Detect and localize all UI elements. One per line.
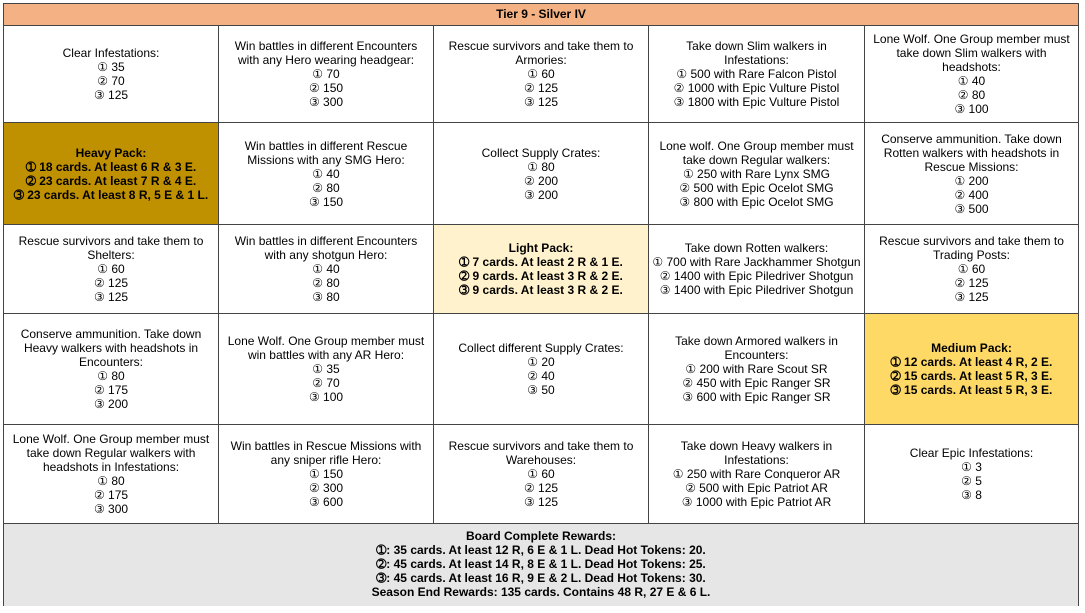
reward-tier-3: ➂ 23 cards. At least 8 R, 5 E & 1 L. <box>13 187 209 202</box>
challenge-task: Rescue survivors and take them to Shelters: <box>18 234 204 262</box>
reward-tier-1: ① 20 <box>527 355 555 369</box>
challenge-cell-r1c1 <box>4 26 219 123</box>
reward-tier-2: ② 70 <box>97 74 125 88</box>
challenge-cell-r1c5 <box>865 26 1078 123</box>
challenge-task: Take down Slim walkers in Infestations: <box>686 39 827 67</box>
challenge-cell-r2c5 <box>865 123 1078 225</box>
challenge-task: Lone wolf. One Group member must take down Regular walkers: <box>659 138 854 167</box>
reward-tier-1: ① 500 with Rare Falcon Pistol <box>676 67 837 81</box>
reward-tier-1: ① 60 <box>527 67 555 81</box>
light-pack-cell <box>434 225 649 314</box>
challenge-cell-r2c3 <box>434 123 649 225</box>
heavy-pack-cell <box>4 123 219 225</box>
reward-tier-3: ③ 125 <box>954 290 989 304</box>
reward-tier-1: ① 200 with Rare Scout SR <box>685 362 828 376</box>
reward-tier-2: ② 125 <box>93 276 129 290</box>
reward-tier-3: ③ 80 <box>312 290 340 304</box>
challenge-cell-r4c1 <box>4 314 219 425</box>
reward-tier-3: ③ 100 <box>308 390 344 404</box>
challenge-cell-r5c3 <box>434 425 649 524</box>
reward-tier-3: ③ 600 <box>308 495 344 509</box>
challenge-task: Rescue survivors and take them to Armories: <box>448 39 634 67</box>
challenge-task: Take down Heavy walkers in Infestations: <box>680 439 833 467</box>
challenge-cell-r3c2 <box>219 225 434 314</box>
reward-tier-2: ② 125 <box>523 81 559 95</box>
challenge-cell-r4c4 <box>649 314 865 425</box>
reward-tier-3: ③ 500 <box>954 201 989 216</box>
challenge-task: Lone Wolf. One Group member must win battles with any AR Hero: <box>227 334 425 362</box>
reward-tier-2: ② 1400 with Epic Piledriver Shotgun <box>659 269 854 283</box>
reward-tier-2: ② 175 <box>93 383 129 397</box>
reward-tier-1: ➀ 12 cards. At least 4 R, 2 E. <box>890 355 1053 369</box>
challenge-task: Win battles in different Encounters with any Hero wearing headgear: <box>234 39 418 67</box>
challenge-cell-r5c4 <box>649 425 865 524</box>
reward-tier-2: ② 40 <box>527 369 555 383</box>
challenge-task: Take down Armored walkers in Encounters: <box>675 334 838 362</box>
challenge-task: Rescue survivors and take them to Trading Posts: <box>879 234 1064 262</box>
reward-tier-1: ① 250 with Rare Conqueror AR <box>672 467 841 481</box>
reward-tier-2: ② 500 with Epic Patriot AR <box>685 481 828 495</box>
reward-tier-3: ③ 1400 with Epic Piledriver Shotgun <box>659 283 854 297</box>
reward-tier-2: ② 70 <box>312 376 340 390</box>
reward-tier-1: ① 35 <box>97 60 125 74</box>
pack-title: Light Pack: <box>508 241 574 255</box>
reward-tier-2: ② 125 <box>954 276 989 290</box>
footer-reward-tier-1: ➀: 35 cards. At least 12 R, 6 E & 1 L. Dead Hot Tokens: 20. <box>376 543 706 557</box>
reward-tier-3: ③ 8 <box>961 488 982 502</box>
challenge-cell-r3c4 <box>649 225 865 314</box>
reward-tier-1: ① 70 <box>312 67 340 81</box>
reward-tier-1: ① 250 with Rare Lynx SMG <box>682 166 831 181</box>
challenge-cell-r1c2 <box>219 26 434 123</box>
reward-tier-1: ① 60 <box>957 262 986 276</box>
reward-tier-3: ③ 150 <box>308 194 344 209</box>
reward-tier-3: ➂ 15 cards. At least 5 R, 3 E. <box>890 383 1053 397</box>
reward-tier-2: ② 300 <box>308 481 344 495</box>
reward-tier-1: ① 80 <box>97 369 125 383</box>
challenge-cell-r4c2 <box>219 314 434 425</box>
challenge-task: Lone Wolf. One Group member must take down Regular walkers with headshots in Infestations: <box>12 432 210 474</box>
tier-board <box>3 3 1079 606</box>
challenge-cell-r1c3 <box>434 26 649 123</box>
reward-tier-2: ② 5 <box>961 474 982 488</box>
reward-tier-2: ② 80 <box>312 276 340 290</box>
reward-tier-1: ① 40 <box>957 74 986 88</box>
reward-tier-1: ① 3 <box>961 460 982 474</box>
reward-tier-2: ➁ 15 cards. At least 5 R, 3 E. <box>890 369 1053 383</box>
reward-tier-3: ③ 600 with Epic Ranger SR <box>682 390 831 404</box>
footer-reward-tier-2: ➁: 45 cards. At least 14 R, 8 E & 1 L. Dead Hot Tokens: 25. <box>376 557 706 571</box>
challenge-cell-r3c1 <box>4 225 219 314</box>
reward-tier-3: ③ 125 <box>523 95 559 109</box>
reward-tier-2: ② 125 <box>523 481 559 495</box>
tier-title: Tier 9 - Silver IV <box>4 4 1078 26</box>
reward-tier-2: ② 450 with Epic Ranger SR <box>682 376 831 390</box>
challenge-task: Collect different Supply Crates: <box>458 341 624 355</box>
reward-tier-2: ② 500 with Epic Ocelot SMG <box>679 180 834 195</box>
challenge-grid <box>4 26 1078 524</box>
reward-tier-2: ② 150 <box>308 81 344 95</box>
reward-tier-3: ③ 125 <box>93 88 129 102</box>
reward-tier-1: ① 80 <box>97 474 125 488</box>
reward-tier-3: ③ 50 <box>527 383 555 397</box>
medium-pack-cell <box>865 314 1078 425</box>
reward-tier-3: ③ 1800 with Epic Vulture Pistol <box>673 95 840 109</box>
reward-tier-3: ③ 200 <box>523 187 559 202</box>
reward-tier-1: ① 40 <box>312 166 340 181</box>
challenge-cell-r5c1 <box>4 425 219 524</box>
challenge-cell-r2c4 <box>649 123 865 225</box>
footer-heading: Board Complete Rewards: <box>465 529 617 543</box>
reward-tier-1: ① 200 <box>954 173 989 188</box>
reward-tier-1: ➀ 18 cards. At least 6 R & 3 E. <box>25 159 197 174</box>
challenge-cell-r2c2 <box>219 123 434 225</box>
reward-tier-1: ① 40 <box>312 262 340 276</box>
challenge-task: Clear Epic Infestations: <box>909 446 1034 460</box>
reward-tier-3: ③ 200 <box>93 397 129 411</box>
reward-tier-1: ① 80 <box>527 159 555 174</box>
challenge-task: Take down Rotten walkers: <box>684 241 829 255</box>
reward-tier-3: ③ 125 <box>93 290 129 304</box>
reward-tier-2: ② 80 <box>312 180 340 195</box>
reward-tier-2: ➁ 23 cards. At least 7 R & 4 E. <box>25 173 197 188</box>
reward-tier-1: ① 35 <box>312 362 340 376</box>
footer-reward-tier-3: ➂: 45 cards. At least 16 R, 9 E & 2 L. Dead Hot Tokens: 30. <box>376 571 706 585</box>
challenge-cell-r3c5 <box>865 225 1078 314</box>
challenge-task: Lone Wolf. One Group member must take down Slim walkers with headshots: <box>873 32 1070 74</box>
pack-title: Medium Pack: <box>931 341 1012 355</box>
reward-tier-2: ② 1000 with Epic Vulture Pistol <box>673 81 840 95</box>
reward-tier-3: ③ 100 <box>954 102 989 116</box>
reward-tier-2: ② 80 <box>957 88 986 102</box>
reward-tier-1: ➀ 7 cards. At least 2 R & 1 E. <box>459 255 623 269</box>
reward-tier-3: ③ 300 <box>93 502 129 516</box>
reward-tier-2: ② 175 <box>93 488 129 502</box>
challenge-task: Conserve ammunition. Take down Heavy walkers with headshots in Encounters: <box>20 327 202 369</box>
challenge-cell-r5c2 <box>219 425 434 524</box>
challenge-task: Win battles in Rescue Missions with any sniper rifle Hero: <box>230 439 422 467</box>
challenge-task: Conserve ammunition. Take down Rotten walkers with headshots in Rescue Missions: <box>881 131 1062 174</box>
reward-tier-2: ② 400 <box>954 187 989 202</box>
season-end-rewards: Season End Rewards: 135 cards. Contains 48 R, 27 E & 6 L. <box>371 585 711 599</box>
challenge-cell-r4c3 <box>434 314 649 425</box>
reward-tier-3: ③ 1000 with Epic Patriot AR <box>681 495 832 509</box>
challenge-cell-r5c5 <box>865 425 1078 524</box>
reward-tier-1: ① 150 <box>308 467 344 481</box>
challenge-cell-r1c4 <box>649 26 865 123</box>
board-complete-rewards <box>4 524 1078 606</box>
challenge-task: Collect Supply Crates: <box>481 145 601 160</box>
challenge-task: Clear Infestations: <box>62 46 160 60</box>
reward-tier-1: ① 60 <box>527 467 555 481</box>
reward-tier-3: ➂ 9 cards. At least 3 R & 2 E. <box>459 283 623 297</box>
reward-tier-3: ③ 800 with Epic Ocelot SMG <box>679 194 834 209</box>
challenge-task: Win battles in different Encounters with any shotgun Hero: <box>234 234 418 262</box>
challenge-task: Rescue survivors and take them to Warehouses: <box>448 439 634 467</box>
reward-tier-1: ① 700 with Rare Jackhammer Shotgun <box>652 255 861 269</box>
pack-title: Heavy Pack: <box>75 145 147 160</box>
reward-tier-3: ③ 300 <box>308 95 344 109</box>
reward-tier-2: ➁ 9 cards. At least 3 R & 2 E. <box>459 269 623 283</box>
reward-tier-1: ① 60 <box>97 262 125 276</box>
reward-tier-2: ② 200 <box>523 173 559 188</box>
challenge-task: Win battles in different Rescue Missions with any SMG Hero: <box>244 138 408 167</box>
reward-tier-3: ③ 125 <box>523 495 559 509</box>
